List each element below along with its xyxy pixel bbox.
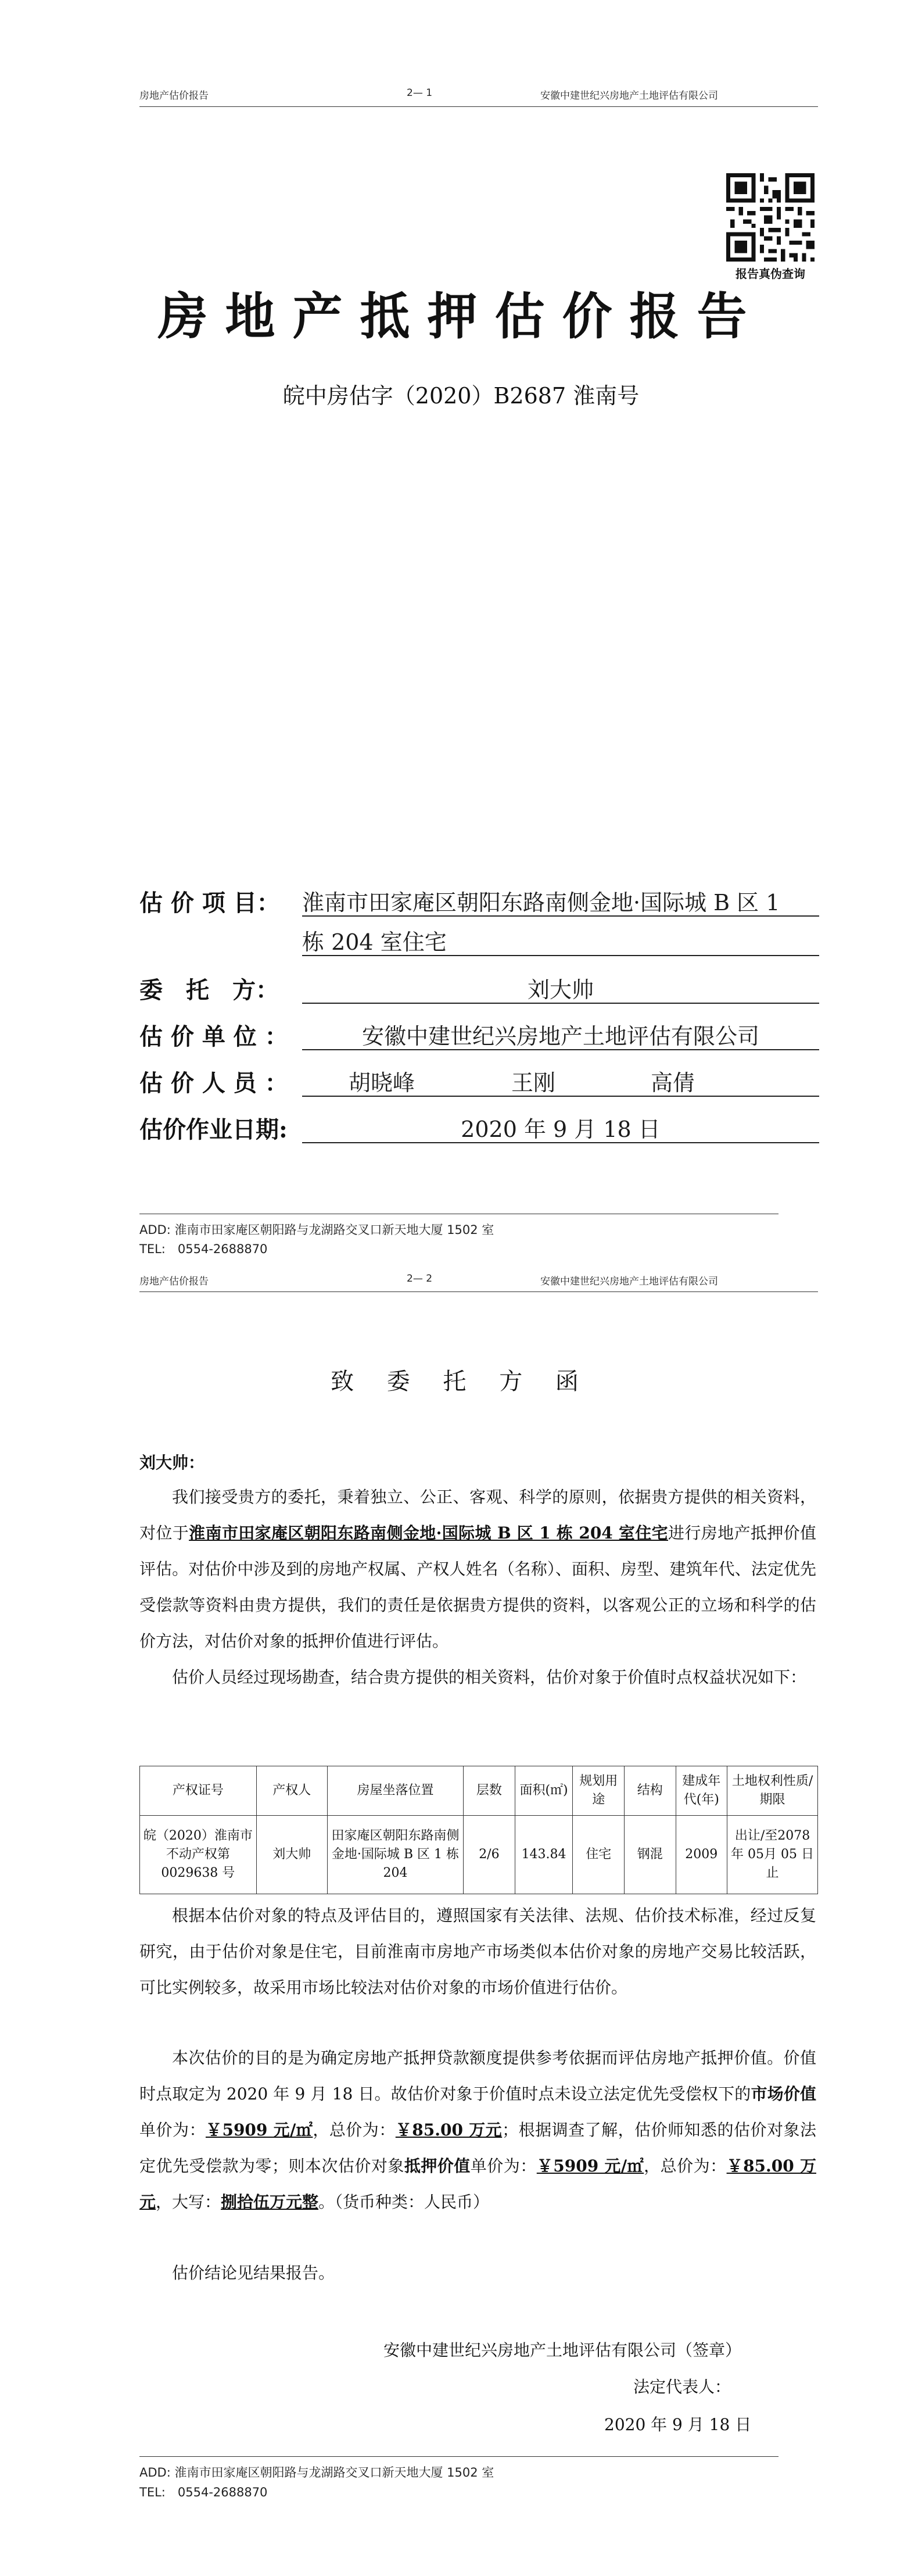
page2-footer-address: ADD: 淮南市田家庵区朝阳路与龙湖路交叉口新天地大厦 1502 室 — [139, 2466, 494, 2480]
table-header-cell: 产权证号 — [140, 1766, 257, 1816]
page2-header-page-number: 2— 2 — [407, 1273, 433, 1285]
page1-footer-tel: TEL: 0554-2688870 — [139, 1242, 268, 1256]
para4-text: 单价为： — [470, 2156, 537, 2176]
table-header-cell: 建成年代(年) — [676, 1766, 727, 1816]
page1-header-page-number: 2— 1 — [407, 87, 433, 99]
para4-text: ，总价为： — [313, 2120, 396, 2139]
field-label-client: 委 托 方： — [139, 976, 279, 1004]
field-label-valuers: 估 价 人 员 ： — [139, 1069, 288, 1097]
field-underline — [302, 1049, 819, 1050]
field-value-work-date: 2020 年 9 月 18 日 — [461, 1117, 661, 1142]
field-value-project-line2: 栋 204 室住宅 — [302, 929, 447, 955]
para4-mortgage-value-label: 抵押价值 — [404, 2156, 471, 2176]
page1-header-left: 房地产估价报告 — [139, 90, 209, 102]
signature-legal-representative: 法定代表人： — [633, 2377, 731, 2396]
field-underline — [302, 915, 819, 917]
page2-header-left: 房地产估价报告 — [139, 1276, 209, 1287]
table-header-cell: 层数 — [464, 1766, 515, 1816]
para4-mortgage-total-price: ￥85.00 万元 — [139, 2156, 816, 2212]
field-underline — [302, 1003, 819, 1004]
para4-market-unit-price: ￥5909 元/㎡ — [205, 2120, 313, 2139]
field-value-client: 刘大帅 — [527, 977, 594, 1003]
table-cell-owner: 刘大帅 — [256, 1816, 327, 1894]
field-underline — [302, 955, 819, 956]
page2-header-right: 安徽中建世纪兴房地产土地评估有限公司 — [540, 1276, 718, 1287]
para4-text: ；根据调查了解，估价师知悉的估价对象法定优先受偿款为零；则本次估价对象 — [139, 2120, 816, 2176]
field-value-project-line1: 淮南市田家庵区朝阳东路南侧金地·国际城 B 区 1 — [302, 890, 780, 915]
table-header-cell: 产权人 — [256, 1766, 327, 1816]
letter-paragraph-3: 根据本估价对象的特点及评估目的，遵照国家有关法律、法规、估价技术标准，经过反复研究，由于估价对象是住宅，目前淮南市房地产市场类似本估价对象的房地产交易比较活跃，可比实例较多，故采用市场比较法对估价对象的市场价值进行估价。 — [139, 1906, 816, 1997]
field-value-valuer-1: 胡晓峰 — [349, 1070, 415, 1096]
para4-text: ，总价为： — [644, 2156, 727, 2176]
table-header-cell: 规划用途 — [573, 1766, 625, 1816]
field-value-valuer-2: 王刚 — [511, 1070, 556, 1096]
letter-paragraph-1 — [139, 1479, 816, 1659]
property-rights-table — [139, 1766, 818, 1894]
page2-header-rule — [139, 1291, 818, 1292]
page1-header-right: 安徽中建世纪兴房地产土地评估有限公司 — [540, 90, 718, 102]
table-cell-area: 143.84 — [515, 1816, 573, 1894]
table-cell-structure: 钢混 — [624, 1816, 676, 1894]
table-cell-land-rights: 出让/至2078 年 05月 05 日止 — [727, 1816, 818, 1894]
para4-mortgage-unit-price: ￥5909 元/㎡ — [536, 2156, 644, 2176]
page1-header-rule — [139, 106, 818, 107]
field-value-valuer-company: 安徽中建世纪兴房地产土地评估有限公司 — [361, 1024, 759, 1049]
para4-text: 单价为： — [139, 2120, 206, 2139]
qr-caption: 报告真伪查询 — [736, 267, 805, 281]
field-label-work-date: 估价作业日期: — [139, 1116, 288, 1143]
table-header-cell: 房屋坐落位置 — [327, 1766, 463, 1816]
para4-market-total-price: ￥85.00 万元 — [395, 2120, 503, 2139]
para4-text: 。（货币种类：人民币） — [318, 2192, 490, 2212]
letter-paragraph-4 — [139, 2040, 816, 2220]
page2-footer-tel: TEL: 0554-2688870 — [139, 2485, 268, 2499]
table-cell-use: 住宅 — [573, 1816, 625, 1894]
field-underline — [302, 1142, 819, 1143]
para4-amount-in-words: 捌拾伍万元整 — [221, 2192, 319, 2212]
table-header-cell: 结构 — [624, 1766, 676, 1816]
letter-salutation: 刘大帅： — [139, 1453, 205, 1472]
signature-company: 安徽中建世纪兴房地产土地评估有限公司（签章） — [383, 2341, 742, 2360]
qr-code-icon[interactable] — [726, 173, 815, 262]
table-cell-location: 田家庵区朝阳东路南侧金地·国际城 B 区 1 栋 204 — [327, 1816, 463, 1894]
field-label-project: 估 价 项 目： — [139, 889, 280, 917]
letter-title: 致 委 托 方 函 — [331, 1368, 591, 1395]
table-header-row — [140, 1766, 818, 1816]
table-row — [140, 1816, 818, 1894]
para4-text: 本次估价的目的是为确定房地产抵押贷款额度提供参考依据而评估房地产抵押价值。价值时点取定为 2020 年 9 月 18 日。故估价对象于价值时点未设立法定优先受偿权下的 — [139, 2048, 816, 2103]
para4-market-value-label: 市场价值 — [751, 2084, 816, 2103]
table-header-cell: 面积(㎡) — [515, 1766, 573, 1816]
para1-text: 我们接受贵方的委托，秉着独立、公正、客观、科学的原则，依据贵方提供的相关资料，对位于 — [139, 1487, 816, 1543]
table-cell-floors: 2/6 — [464, 1816, 515, 1894]
report-reference-number: 皖中房估字（2020）B2687 淮南号 — [282, 383, 640, 409]
page2-footer-rule — [139, 2456, 779, 2457]
letter-paragraph-2: 估价人员经过现场勘查，结合贵方提供的相关资料，估价对象于价值时点权益状况如下： — [172, 1668, 807, 1687]
letter-paragraph-5: 估价结论见结果报告。 — [172, 2263, 335, 2282]
field-value-valuer-3: 高倩 — [651, 1070, 695, 1096]
field-label-valuer-company: 估 价 单 位 ： — [139, 1023, 288, 1050]
page1-footer-address: ADD: 淮南市田家庵区朝阳路与龙湖路交叉口新天地大厦 1502 室 — [139, 1223, 494, 1237]
table-header-cell: 土地权利性质/期限 — [727, 1766, 818, 1816]
para1-text-rest: 进行房地产抵押价值评估。对估价中涉及到的房地产权属、产权人姓名（名称）、面积、房型、建筑年代、法定优先受偿款等资料由贵方提供，我们的责任是依据贵方提供的资料，以客观公正的立场和科学的估价方法，对估价对象的抵押价值进行评估。 — [139, 1523, 816, 1651]
table-cell-certificate: 皖（2020）淮南市不动产权第0029638 号 — [140, 1816, 257, 1894]
para4-text: ，大写： — [156, 2192, 221, 2212]
signature-date: 2020 年 9 月 18 日 — [604, 2415, 752, 2434]
field-underline — [302, 1096, 819, 1097]
para1-property-address: 淮南市田家庵区朝阳东路南侧金地·国际城 B 区 1 栋 204 室住宅 — [189, 1523, 669, 1543]
report-title: 房地产抵押估价报告 — [157, 287, 765, 346]
table-cell-year: 2009 — [676, 1816, 727, 1894]
